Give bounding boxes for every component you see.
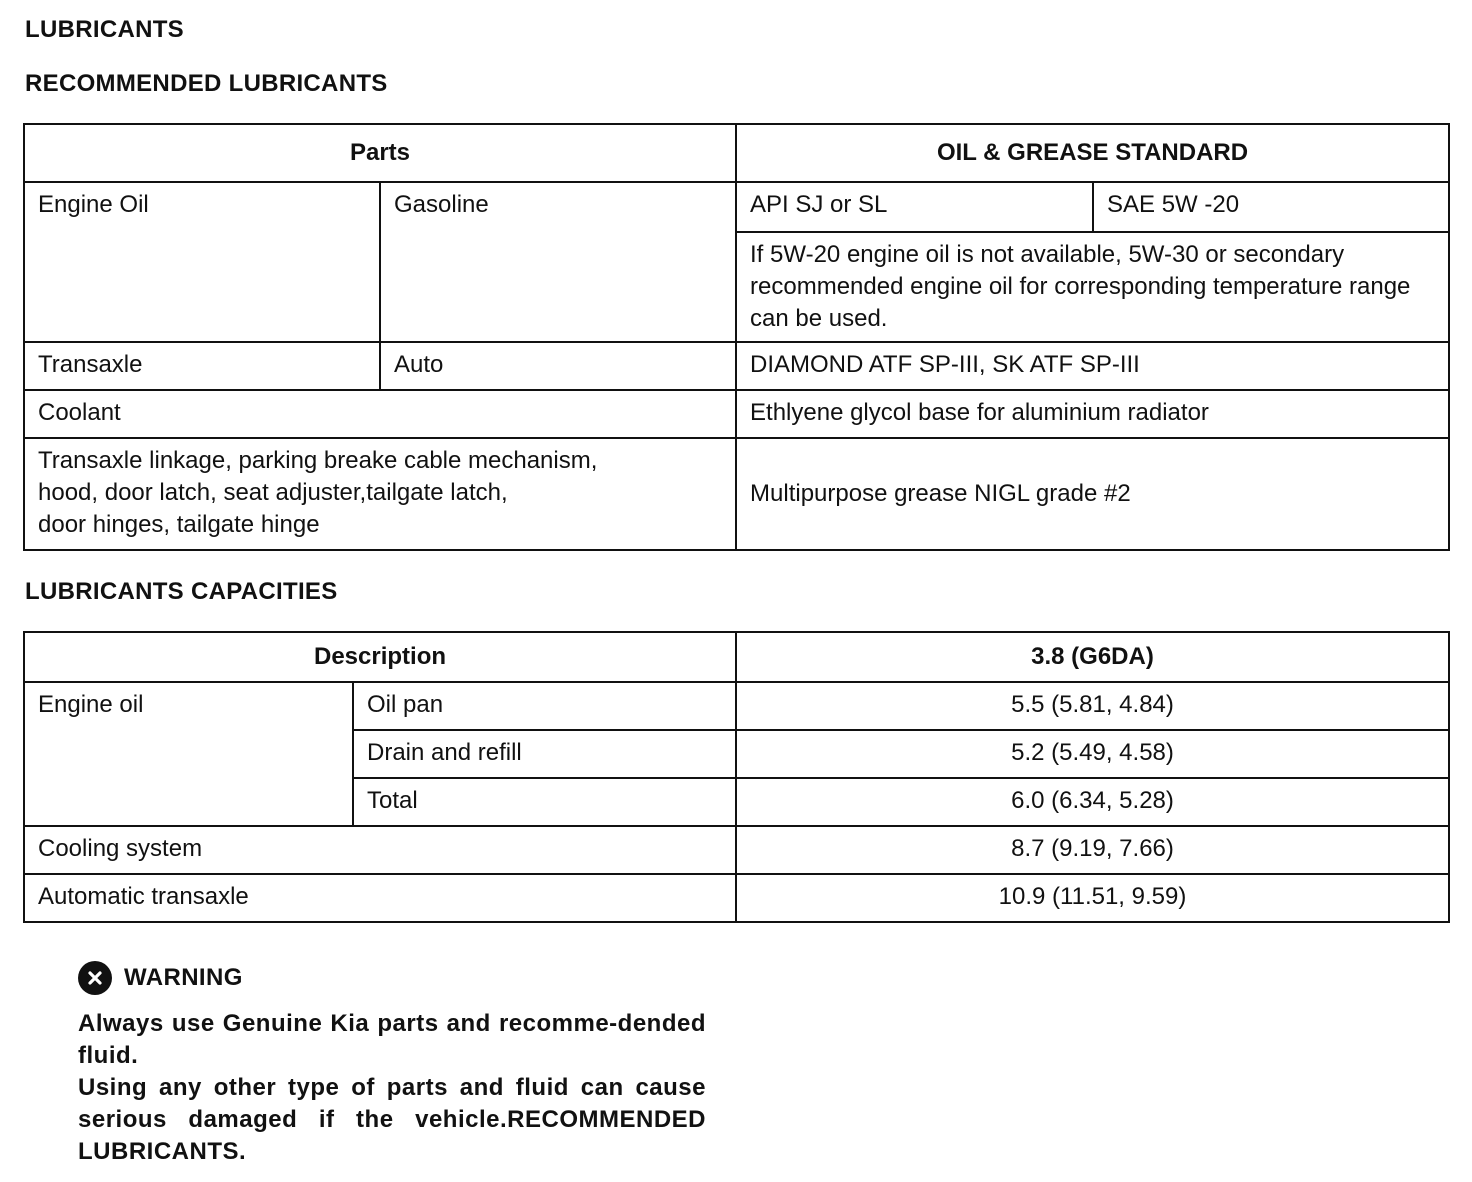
page-title: LUBRICANTS [25,16,184,43]
cooling-system-value: 8.7 (9.19, 7.66) [736,826,1449,874]
linkage-line-2: hood, door latch, seat adjuster,tailgate latch, [38,479,508,506]
header-parts: Parts [24,124,736,182]
warning-text [78,1008,706,1168]
standard-coolant: Ethlyene glycol base for aluminium radiator [736,390,1449,438]
part-type-auto: Auto [380,342,736,390]
drain-refill-value: 5.2 (5.49, 4.58) [736,730,1449,778]
part-type-gasoline: Gasoline [380,182,736,342]
table-row [24,438,1449,550]
x-circle-icon [78,961,112,995]
table-row [24,182,1449,232]
linkage-line-3: door hinges, tailgate hinge [38,511,320,538]
warning-paragraph-2: Using any other type of parts and fluid can cause serious damaged if the vehicle.RECOMMENDED LUBRICANTS. [78,1074,706,1165]
lubricants-capacities-heading: LUBRICANTS CAPACITIES [25,578,338,605]
oil-pan-value: 5.5 (5.81, 4.84) [736,682,1449,730]
standard-api: API SJ or SL [736,182,1093,232]
lubricants-capacities-table [23,631,1450,923]
warning-title: WARNING [124,964,243,991]
automatic-transaxle-value: 10.9 (11.51, 9.59) [736,874,1449,922]
automatic-transaxle-label: Automatic transaxle [24,874,736,922]
total-label: Total [353,778,736,826]
warning-box [78,958,706,1168]
table-row [24,874,1449,922]
engine-oil-note: If 5W-20 engine oil is not available, 5W-30 or secondary recommended engine oil for corresponding temperature range can be used. [736,232,1449,342]
standard-transaxle: DIAMOND ATF SP-III, SK ATF SP-III [736,342,1449,390]
header-oil-grease-standard: OIL & GREASE STANDARD [736,124,1449,182]
table-row [24,390,1449,438]
header-engine-model: 3.8 (G6DA) [736,632,1449,682]
table-row [24,342,1449,390]
total-value: 6.0 (6.34, 5.28) [736,778,1449,826]
part-coolant: Coolant [24,390,736,438]
linkage-line-1: Transaxle linkage, parking breake cable mechanism, [38,447,598,474]
table-row [24,682,1449,730]
table-header-row [24,632,1449,682]
part-transaxle: Transaxle [24,342,380,390]
recommended-lubricants-heading: RECOMMENDED LUBRICANTS [25,70,388,97]
standard-sae: SAE 5W -20 [1093,182,1449,232]
cooling-system-label: Cooling system [24,826,736,874]
part-linkage [24,438,736,550]
warning-header [78,958,706,998]
recommended-lubricants-table [23,123,1450,551]
table-row [24,826,1449,874]
engine-oil-label: Engine oil [24,682,353,826]
header-description: Description [24,632,736,682]
table-header-row [24,124,1449,182]
standard-grease: Multipurpose grease NIGL grade #2 [736,438,1449,550]
oil-pan-label: Oil pan [353,682,736,730]
drain-refill-label: Drain and refill [353,730,736,778]
part-engine-oil: Engine Oil [24,182,380,342]
warning-paragraph-1: Always use Genuine Kia parts and recomme-dended fluid. [78,1010,706,1069]
